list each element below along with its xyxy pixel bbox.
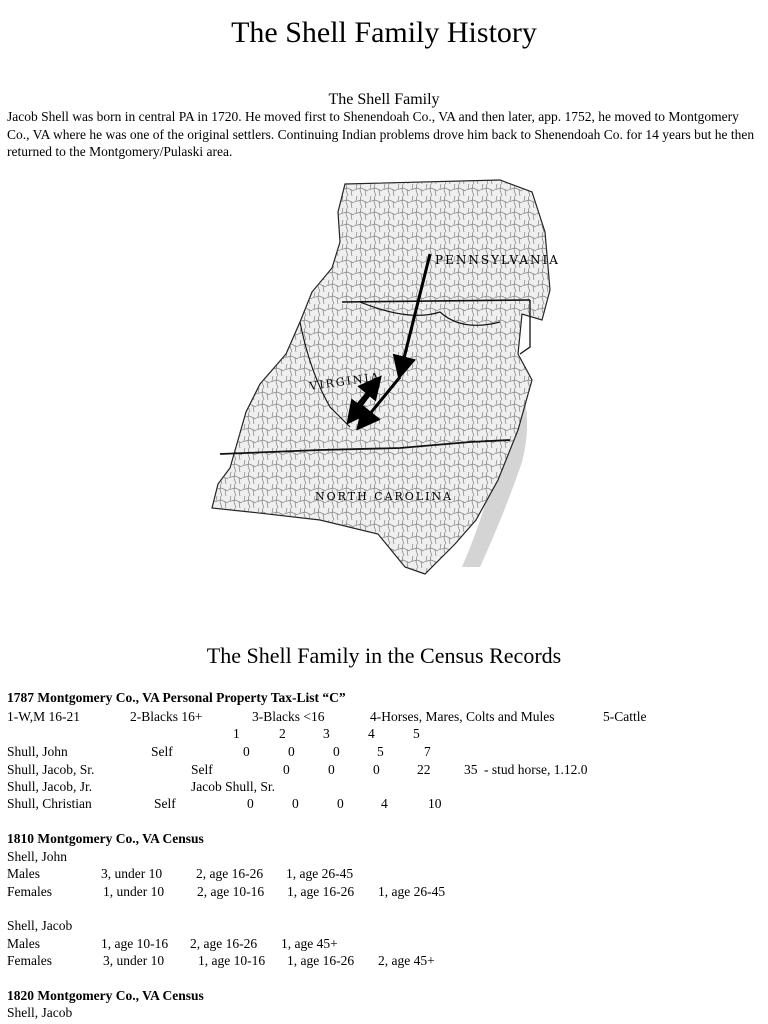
tax-row-value: 0 [333, 744, 340, 759]
tax-row-value: 0 [283, 762, 290, 777]
tax-col-number-2: 2 [279, 726, 286, 741]
census-count: 2, age 16-26 [196, 866, 264, 881]
census-count: 2, age 16-26 [190, 936, 258, 951]
tax-col-number-5: 5 [413, 726, 420, 741]
tax-row-value: 35 [464, 762, 478, 777]
tax-row-value: 0 [247, 796, 254, 811]
census-1810-heading: 1810 Montgomery Co., VA Census [7, 831, 204, 846]
tax-row-value: 0 [292, 796, 299, 811]
page-title: The Shell Family History [231, 16, 537, 49]
tax-row-name: Shull, John [7, 744, 68, 759]
tax-row-name: Shull, Jacob, Sr. [7, 762, 95, 777]
tax-row-value: 0 [243, 744, 250, 759]
census-1820-heading: 1820 Montgomery Co., VA Census [7, 988, 204, 1003]
tax-column-1: 1-W,M 16-21 [7, 709, 80, 724]
tax-row-value: 0 [288, 744, 295, 759]
tax-row-value: 10 [428, 796, 442, 811]
census-count: 1, age 16-26 [287, 884, 355, 899]
tax-row-value: 0 [337, 796, 344, 811]
tax-row-value: 0 [373, 762, 380, 777]
tax-row-value: 7 [424, 744, 431, 759]
household-name: Shell, John [7, 849, 68, 864]
tax-row-name: Shull, Christian [7, 796, 92, 811]
males-label: Males [7, 936, 40, 951]
census-count: 1, age 10-16 [101, 936, 169, 951]
census-count: 1, age 26-45 [286, 866, 354, 881]
females-label: Females [7, 953, 52, 968]
section-subtitle: The Shell Family [328, 91, 440, 108]
census-heading: The Shell Family in the Census Records [206, 643, 562, 668]
tax-row-note: - stud horse, 1.12.0 [484, 762, 588, 777]
tax-column-5: 5-Cattle [603, 709, 647, 724]
census-count: 1, age 26-45 [378, 884, 446, 899]
tax-column-2: 2-Blacks 16+ [130, 709, 203, 724]
census-count: 1, age 10-16 [198, 953, 266, 968]
tax-row-value: 0 [328, 762, 335, 777]
tax-row-relation: Jacob Shull, Sr. [191, 779, 276, 794]
tax-row-relation: Self [154, 796, 176, 811]
census-count: 2, age 10-16 [197, 884, 265, 899]
census-count: 3, under 10 [103, 953, 165, 968]
household-name: Shell, Jacob [7, 1005, 73, 1020]
tax-col-number-1: 1 [233, 726, 240, 741]
census-count: 3, under 10 [101, 866, 163, 881]
household-name: Shell, Jacob [7, 918, 73, 933]
migration-map [200, 172, 570, 582]
map-label-pennsylvania: PENNSYLVANIA [435, 253, 560, 267]
tax-row-relation: Self [191, 762, 213, 777]
census-count: 1, age 45+ [281, 936, 338, 951]
map-label-north-carolina: NORTH CAROLINA [315, 490, 454, 503]
tax-row-value: 4 [381, 796, 388, 811]
census-count: 1, under 10 [103, 884, 165, 899]
tax-col-number-3: 3 [323, 726, 330, 741]
intro-paragraph: Jacob Shell was born in central PA in 1720. He moved first to Shenendoah Co., VA and then later, app. 1752, he moved to Montgomery Co., VA where he was one of the original settlers. Continuing Indian problems drove him back to Shenendoah Co. for 14 years but he then returned to the Montgomery/Pulaski area. [7, 109, 755, 159]
tax-column-3: 3-Blacks <16 [252, 709, 325, 724]
tax-row-value: 5 [377, 744, 384, 759]
map-label-virginia: VIRGINIA [308, 370, 382, 393]
census-count: 2, age 45+ [378, 953, 435, 968]
census-count: 1, age 16-26 [287, 953, 355, 968]
tax-column-4: 4-Horses, Mares, Colts and Mules [370, 709, 555, 724]
females-label: Females [7, 884, 52, 899]
males-label: Males [7, 866, 40, 881]
tax-row-value: 22 [417, 762, 431, 777]
tax-col-number-4: 4 [368, 726, 375, 741]
tax-row-name: Shull, Jacob, Jr. [7, 779, 93, 794]
tax-1787-heading: 1787 Montgomery Co., VA Personal Property Tax-List “C” [7, 690, 346, 705]
tax-row-relation: Self [151, 744, 173, 759]
